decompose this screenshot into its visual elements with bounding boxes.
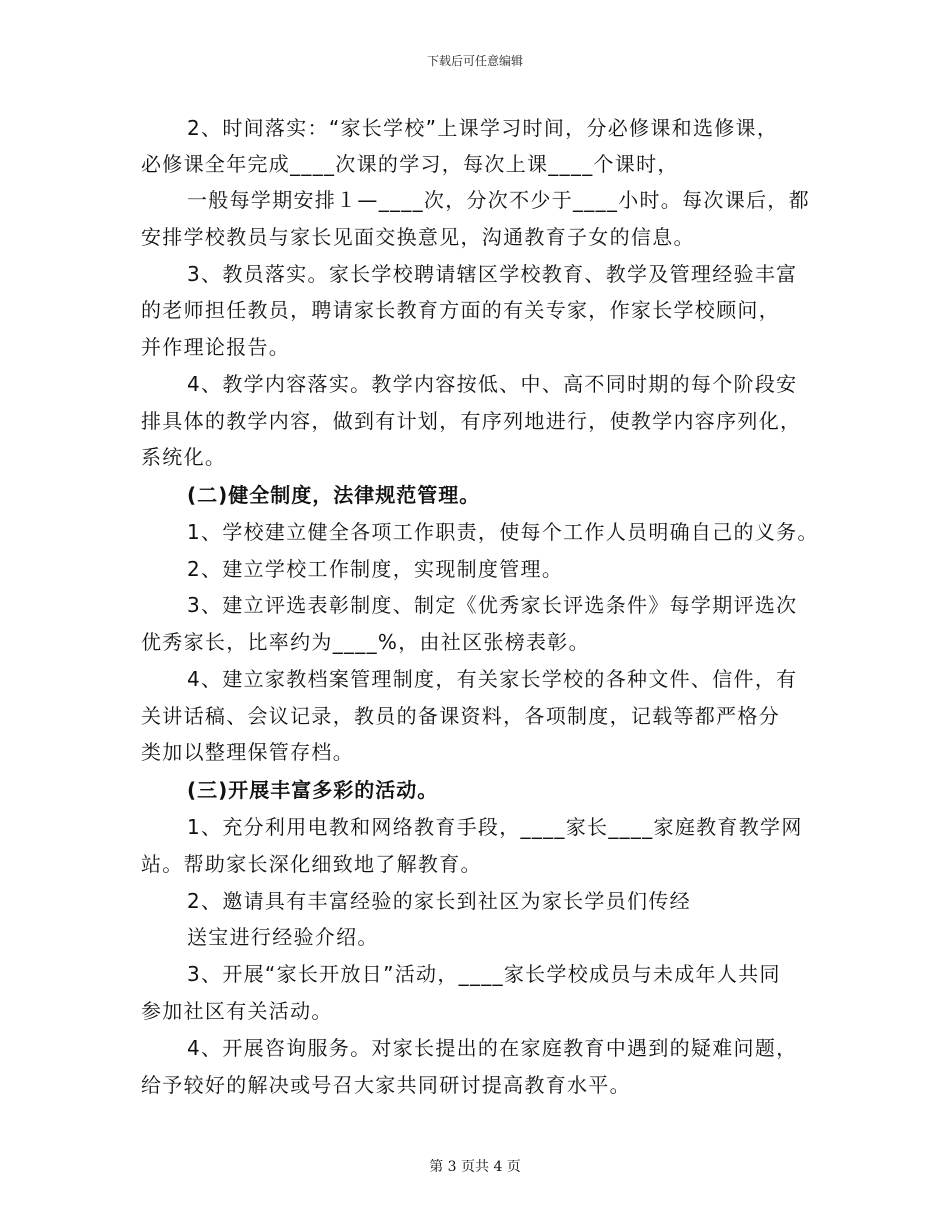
text-line: 4、开展咨询服务。对家长提出的在家庭教育中遇到的疑难问题， xyxy=(187,1036,798,1060)
page-header: 下载后可任意编辑 xyxy=(426,54,523,68)
text-line: 3、开展“家长开放日”活动，____家长学校成员与未成年人共同 xyxy=(187,962,781,986)
text-line: 给予较好的解决或号召大家共同研讨提高教育水平。 xyxy=(141,1073,631,1097)
section-heading: (三)开展丰富多彩的活动。 xyxy=(187,778,439,802)
text-line: 类加以整理保管存档。 xyxy=(141,740,354,764)
text-line: 系统化。 xyxy=(141,445,227,469)
text-line: 3、教员落实。家长学校聘请辖区学校教育、教学及管理经验丰富 xyxy=(187,262,798,286)
text-line: 3、建立评选表彰制度、制定《优秀家长评选条件》每学期评选次 xyxy=(187,593,798,617)
text-line: 送宝进行经验介绍。 xyxy=(187,925,379,949)
text-line: 必修课全年完成____次课的学习，每次上课____个课时， xyxy=(141,152,679,176)
text-line: 2、时间落实：“家长学校”上课学习时间，分必修课和选修课， xyxy=(187,116,779,140)
text-line: 并作理论报告。 xyxy=(141,335,291,359)
text-line: 4、建立家教档案管理制度，有关家长学校的各种文件、信件，有 xyxy=(187,667,798,691)
text-line: 1、充分利用电教和网络教育手段，____家长____家庭教育教学网 xyxy=(187,815,803,839)
text-line: 安排学校教员与家长见面交换意见，沟通教育子女的信息。 xyxy=(141,225,695,249)
section-heading: (二)健全制度，法律规范管理。 xyxy=(187,483,481,507)
text-line: 1、学校建立健全各项工作职责，使每个工作人员明确自己的义务。 xyxy=(187,520,819,544)
text-line: 优秀家长，比率约为____%，由社区张榜表彰。 xyxy=(141,630,590,654)
text-line: 关讲话稿、会议记录，教员的备课资料，各项制度，记载等都严格分 xyxy=(141,704,780,728)
text-line: 一般每学期安排１—____次，分次不少于____小时。每次课后，都 xyxy=(187,188,810,212)
text-line: 2、邀请具有丰富经验的家长到社区为家长学员们传经 xyxy=(187,889,691,913)
page-footer: 第 3 页共 4 页 xyxy=(429,1159,521,1175)
text-line: 站。帮助家长深化细致地了解教育。 xyxy=(141,852,482,876)
text-line: 排具体的教学内容，做到有计划，有序列地进行，使教学内容序列化， xyxy=(141,409,802,433)
text-line: 4、教学内容落实。教学内容按低、中、高不同时期的每个阶段安 xyxy=(187,372,798,396)
text-line: 的老师担任教员，聘请家长教育方面的有关专家，作家长学校顾问， xyxy=(141,298,780,322)
text-line: 参加社区有关活动。 xyxy=(141,999,333,1023)
text-line: 2、建立学校工作制度，实现制度管理。 xyxy=(187,557,564,581)
